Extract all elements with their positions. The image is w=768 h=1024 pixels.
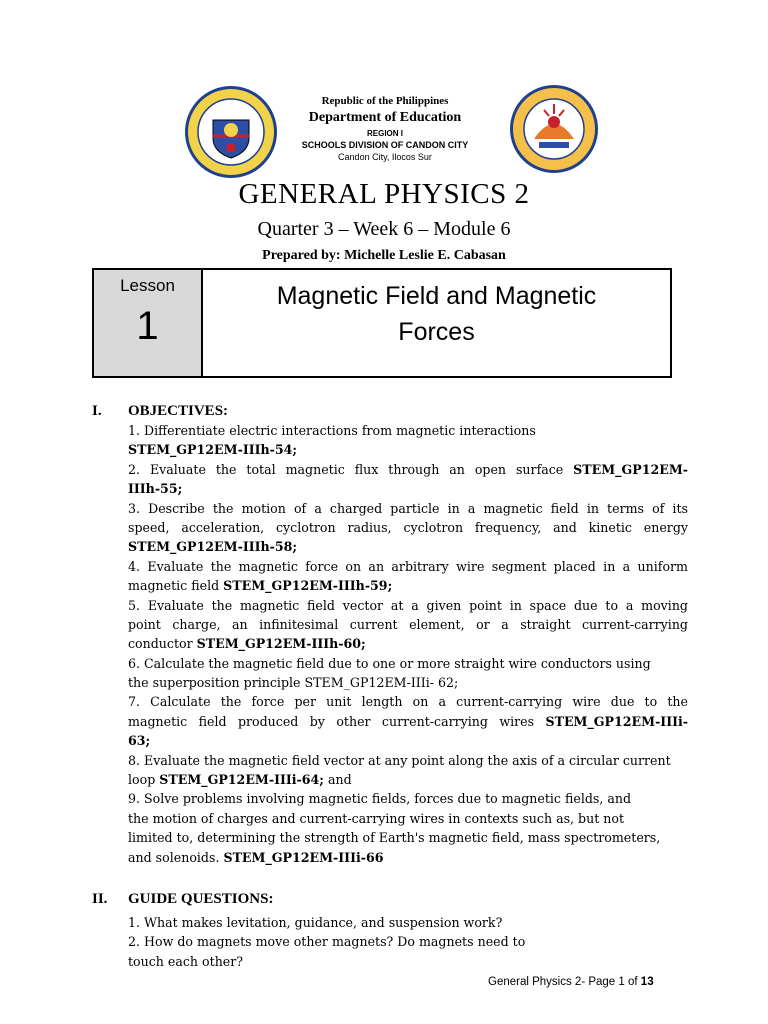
objective-4-code: STEM_GP12EM-IIIh-59; [223,578,393,594]
guide-heading [92,891,273,908]
objective-6-line1: 6. Calculate the magnetic field due to one or more straight wire conductors using [128,655,651,671]
footer-prefix: General Physics 2- Page [488,976,619,988]
objectives-list [128,421,688,867]
document-title: GENERAL PHYSICS 2 [238,178,530,210]
guide-title: GUIDE QUESTIONS: [128,891,274,907]
objective-9-line4: and solenoids. [128,849,224,865]
objective-7-line1: 7. Calculate the force per unit length on a current-carrying wire due to the [128,694,688,710]
objective-5-code: STEM_GP12EM-IIIh-60; [196,636,366,652]
objective-4-line1: 4. Evaluate the magnetic force on an arbitrary wire segment placed in a uniform [128,558,688,574]
objectives-title: OBJECTIVES: [128,403,229,419]
lesson-number-cell [94,270,203,376]
guide-numeral: II. [92,891,108,907]
prepared-by: Prepared by: Michelle Leslie E. Cabasan [262,248,506,263]
objective-8-line1: 8. Evaluate the magnetic field vector at any point along the axis of a circular current [128,752,671,768]
footer-total-pages: 13 [640,976,654,988]
guide-questions-list [128,913,688,971]
objective-4-line2: magnetic field [128,578,224,594]
objective-6-line2: the superposition principle STEM_GP12EM-IIIi- 62; [128,675,459,691]
objective-1-code: STEM_GP12EM-IIIh-54; [128,442,298,458]
objective-7-code-b: 63; [128,733,151,749]
header-division: SCHOOLS DIVISION OF CANDON CITY [301,140,469,150]
objective-9-line2: the motion of charges and current-carrying wires in contexts such as, but not [128,810,625,826]
objective-5-line2: point charge, an infinitesimal current element, or a straight current-carrying [128,616,688,632]
objective-2-code-a: STEM_GP12EM- [573,461,688,477]
objective-5-line3: conductor [128,636,197,652]
objective-2-code-b: IIIh-55; [128,481,183,497]
objective-3-code: STEM_GP12EM-IIIh-58; [128,539,298,555]
objective-7-line2: magnetic field produced by other current-carrying wires [128,713,546,729]
guide-question-2-line1: 2. How do magnets move other magnets? Do magnets need to [128,934,526,950]
lesson-box [92,268,672,378]
objective-9-line1: 9. Solve problems involving magnetic fields, forces due to magnetic fields, and [128,791,632,807]
objectives-numeral: I. [92,403,102,419]
objectives-heading [92,403,228,420]
header-republic: Republic of the Philippines [321,95,449,107]
guide-question-1: 1. What makes levitation, guidance, and suspension work? [128,915,503,930]
lesson-title [203,270,670,376]
header-department: Department of Education [308,110,462,125]
objective-8-line2: loop [128,772,160,788]
objective-2: 2. Evaluate the total magnetic flux through an open surface [128,461,574,477]
objective-3-line1: 3. Describe the motion of a charged particle in a magnetic field in terms of its [128,500,688,516]
header-region: REGION I [366,129,403,138]
lesson-title-line1: Magnetic Field and Magnetic [276,282,597,310]
objective-8-code: STEM_GP12EM-IIIi-64; [159,772,324,788]
objective-9-code: STEM_GP12EM-IIIi-66 [223,849,384,865]
objective-8-end: and [323,772,352,788]
header-location: Candon City, Ilocos Sur [338,152,432,162]
footer-page-number: 1 [618,976,625,988]
objective-3-line2: speed, acceleration, cyclotron radius, cyclotron frequency, and kinetic energy [128,519,688,535]
lesson-number: 1 [136,304,159,348]
objective-7-code-a: STEM_GP12EM-IIIi- [545,713,688,729]
lesson-title-line2: Forces [398,318,475,346]
document-subtitle: Quarter 3 – Week 6 – Module 6 [257,218,511,240]
objective-1: 1. Differentiate electric interactions from magnetic interactions [128,423,536,438]
lesson-label: Lesson [120,276,175,295]
footer-of: of [624,976,641,988]
page-footer [488,976,654,988]
guide-question-2-line2: touch each other? [128,953,244,969]
objective-5-line1: 5. Evaluate the magnetic field vector at a given point in space due to a moving [128,597,688,613]
objective-9-line3: limited to, determining the strength of Earth's magnetic field, mass spectrometers, [128,830,661,846]
